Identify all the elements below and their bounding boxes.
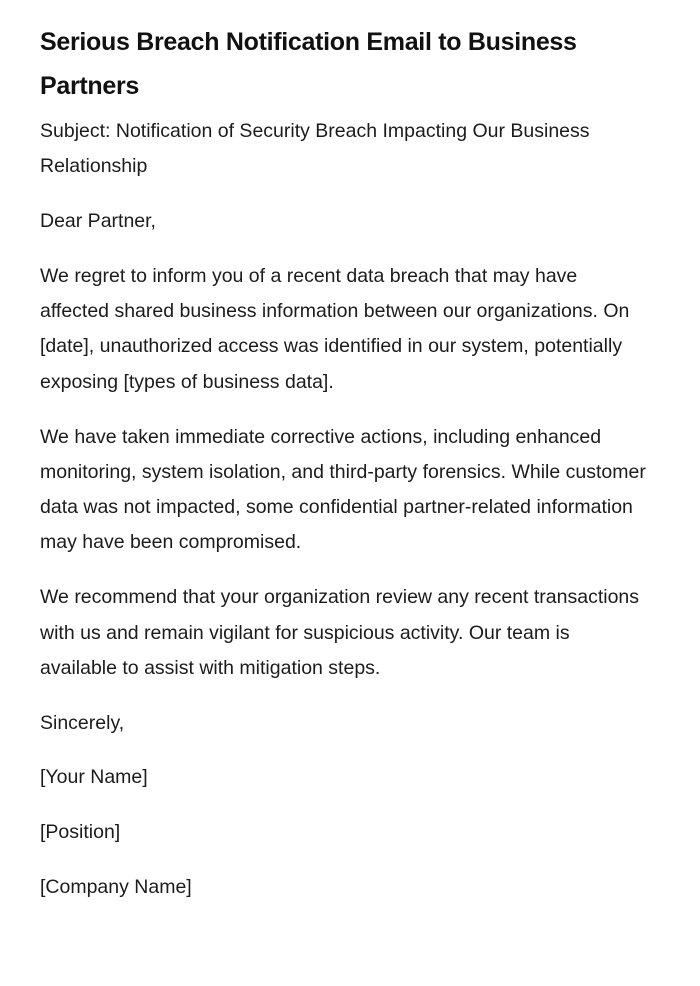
body-paragraph-1: We regret to inform you of a recent data breach that may have affected shared business information between our organizations. On [date], unauthorized access was identified in our system, potentially exposing [types of business data].	[40, 264, 630, 393]
body-paragraph-3: We recommend that your organization review any recent transactions with us and remain vigilant for suspicious activity. Our team is available to assist with mitigation steps.	[40, 586, 640, 679]
email-greeting: Dear Partner,	[40, 210, 156, 233]
email-closing: Sincerely,	[40, 711, 125, 734]
document-body	[40, 20, 650, 925]
signature-position: [Position]	[40, 821, 121, 844]
signature-name: [Your Name]	[40, 766, 148, 789]
document-title: Serious Breach Notification Email to Business Partners	[40, 28, 577, 100]
signature-company: [Company Name]	[40, 876, 192, 899]
body-paragraph-2: We have taken immediate corrective actions, including enhanced monitoring, system isolation, and third-party forensics. While customer data was not impacted, some confidential partner-related information may have been compromised.	[40, 425, 646, 554]
email-subject: Subject: Notification of Security Breach Impacting Our Business Relationship	[40, 120, 590, 178]
